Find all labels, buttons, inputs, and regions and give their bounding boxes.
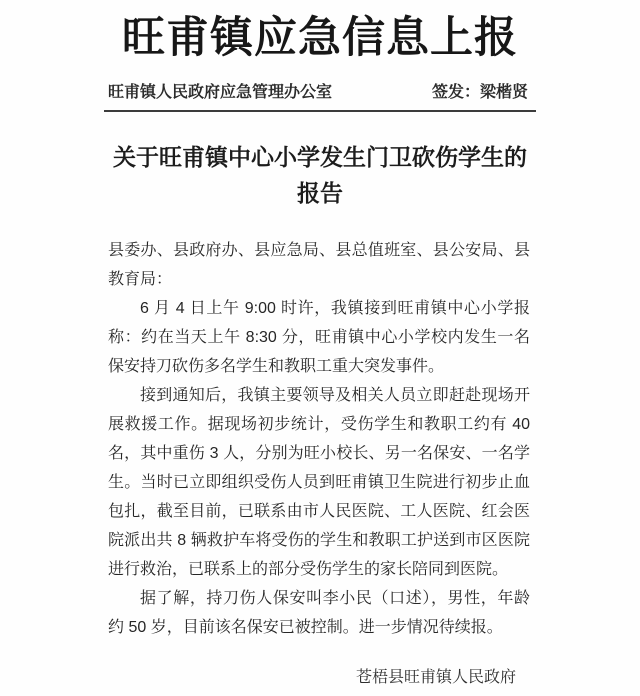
- document-title: 旺甫镇应急信息上报: [122, 15, 518, 62]
- header-divider: [104, 110, 536, 112]
- body-paragraph-2: 接到通知后，我镇主要领导及相关人员立即赶赴现场开展救援工作。据现场初步统计，受伤学生和教职工约有 40 名，其中重伤 3 人，分别为旺小校长、另一名保安、一名学生。当时已立即组织受伤人员到旺甫镇卫生院进行初步止血包扎，截至目前，已联系由市人民医院、工人医院、红会医院派出共 8 辆救护车将受伤的学生和教职工护送到市区医院进行救治，已联系上的部分受伤学生的家长陪同到医院。: [108, 387, 530, 579]
- body-paragraph-3: 据了解，持刀伤人保安叫李小民（口述），男性，年龄约 50 岁，目前该名保安已被控制。进一步情况待续报。: [108, 590, 530, 637]
- body-paragraph-1: 6 月 4 日上午 9:00 时许，我镇接到旺甫镇中心小学报称：约在当天上午 8:30 分，旺甫镇中心小学校内发生一名保安持刀砍伤多名学生和教职工重大突发事件。: [108, 300, 530, 376]
- report-title: 关于旺甫镇中心小学发生门卫砍伤学生的报告: [113, 145, 527, 207]
- issuing-office-label: 旺甫镇人民政府应急管理办公室: [108, 84, 333, 102]
- recipients-line: 县委办、县政府办、县应急局、县总值班室、县公安局、县教育局：: [108, 242, 530, 289]
- report-body: [108, 236, 530, 642]
- signature-line: 苍梧县旺甫镇人民政府: [355, 669, 516, 687]
- signer-label: 签发：梁楷贤: [431, 84, 528, 102]
- document-header: [108, 79, 528, 102]
